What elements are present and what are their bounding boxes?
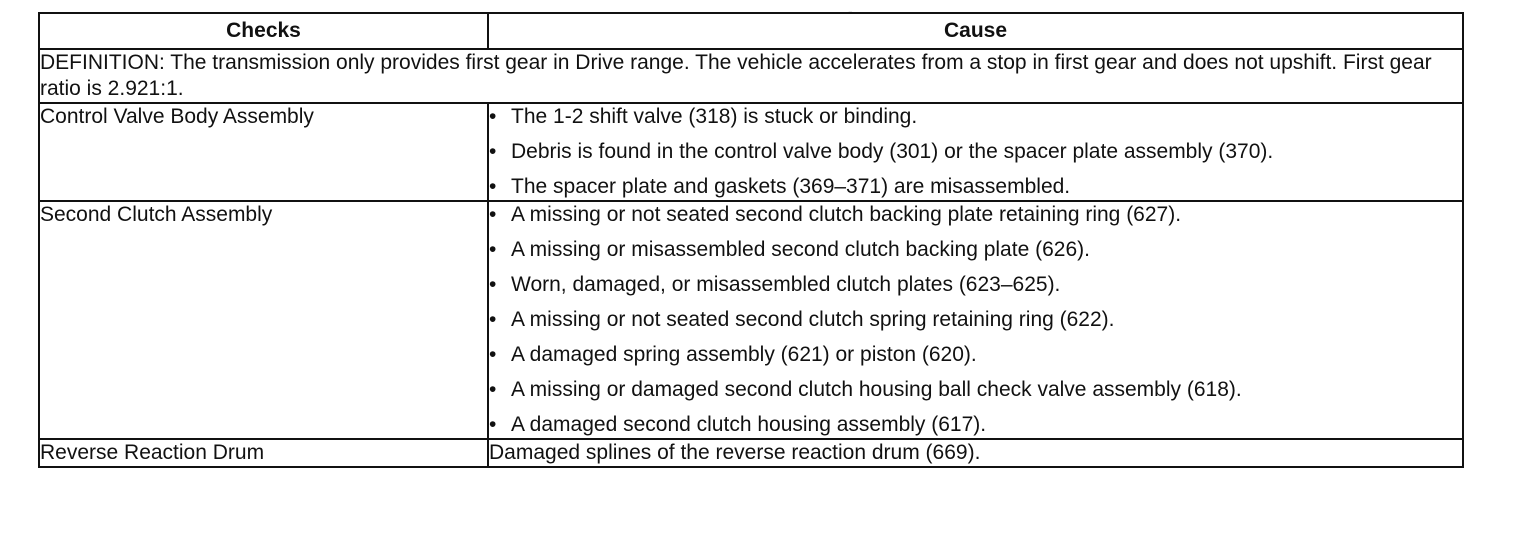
- list-item: [489, 272, 1462, 298]
- bullet-icon: •: [489, 273, 497, 296]
- bullet-icon: •: [489, 238, 497, 261]
- table-row: [39, 103, 1463, 201]
- cause-text: A missing or not seated second clutch backing plate retaining ring (627).: [511, 203, 1182, 226]
- list-item: [489, 342, 1462, 368]
- header-row: [39, 13, 1463, 49]
- bullet-icon: •: [489, 175, 497, 198]
- list-item: [489, 237, 1462, 263]
- cause-cell: [488, 201, 1463, 439]
- header-mark: -: [848, 3, 853, 19]
- cause-text: Debris is found in the control valve body (301) or the spacer plate assembly (370).: [511, 140, 1274, 163]
- header-cause: Cause: [488, 13, 1463, 49]
- cause-cell: [488, 103, 1463, 201]
- cause-text: Worn, damaged, or misassembled clutch plates (623–625).: [511, 273, 1061, 296]
- bullet-icon: •: [489, 203, 497, 226]
- list-item: [489, 104, 1462, 130]
- cause-list: [489, 202, 1462, 438]
- cause-text: A missing or damaged second clutch housing ball check valve assembly (618).: [511, 378, 1242, 401]
- definition-text: DEFINITION: The transmission only provides first gear in Drive range. The vehicle accelerates from a stop in first gear and does not upshift. First gear ratio is 2.921:1.: [39, 49, 1463, 103]
- bullet-icon: •: [489, 308, 497, 331]
- list-item: [489, 377, 1462, 403]
- cause-text: The spacer plate and gaskets (369–371) are misassembled.: [511, 175, 1071, 198]
- cause-list: [489, 104, 1462, 200]
- cause-text: The 1-2 shift valve (318) is stuck or binding.: [511, 105, 918, 128]
- cause-text: A damaged spring assembly (621) or piston (620).: [511, 343, 977, 366]
- list-item: [489, 139, 1462, 165]
- diagnostic-table-page: [38, 3, 1462, 468]
- table-row: [39, 439, 1463, 467]
- bullet-icon: •: [489, 378, 497, 401]
- list-item: [489, 174, 1462, 200]
- list-item: [489, 307, 1462, 333]
- cause-text: A damaged second clutch housing assembly (617).: [511, 413, 987, 436]
- diagnostic-table: [38, 12, 1464, 468]
- list-item: [489, 202, 1462, 228]
- bullet-icon: •: [489, 343, 497, 366]
- list-item: [489, 412, 1462, 438]
- bullet-icon: •: [489, 140, 497, 163]
- bullet-icon: •: [489, 105, 497, 128]
- cause-text: A missing or not seated second clutch spring retaining ring (622).: [511, 308, 1115, 331]
- header-checks: Checks: [39, 13, 488, 49]
- bullet-icon: •: [489, 413, 497, 436]
- cause-cell: Damaged splines of the reverse reaction drum (669).: [488, 439, 1463, 467]
- check-label: Reverse Reaction Drum: [39, 439, 488, 467]
- check-label: Second Clutch Assembly: [39, 201, 488, 439]
- definition-row: [39, 49, 1463, 103]
- check-label: Control Valve Body Assembly: [39, 103, 488, 201]
- cause-text: A missing or misassembled second clutch backing plate (626).: [511, 238, 1090, 261]
- table-row: [39, 201, 1463, 439]
